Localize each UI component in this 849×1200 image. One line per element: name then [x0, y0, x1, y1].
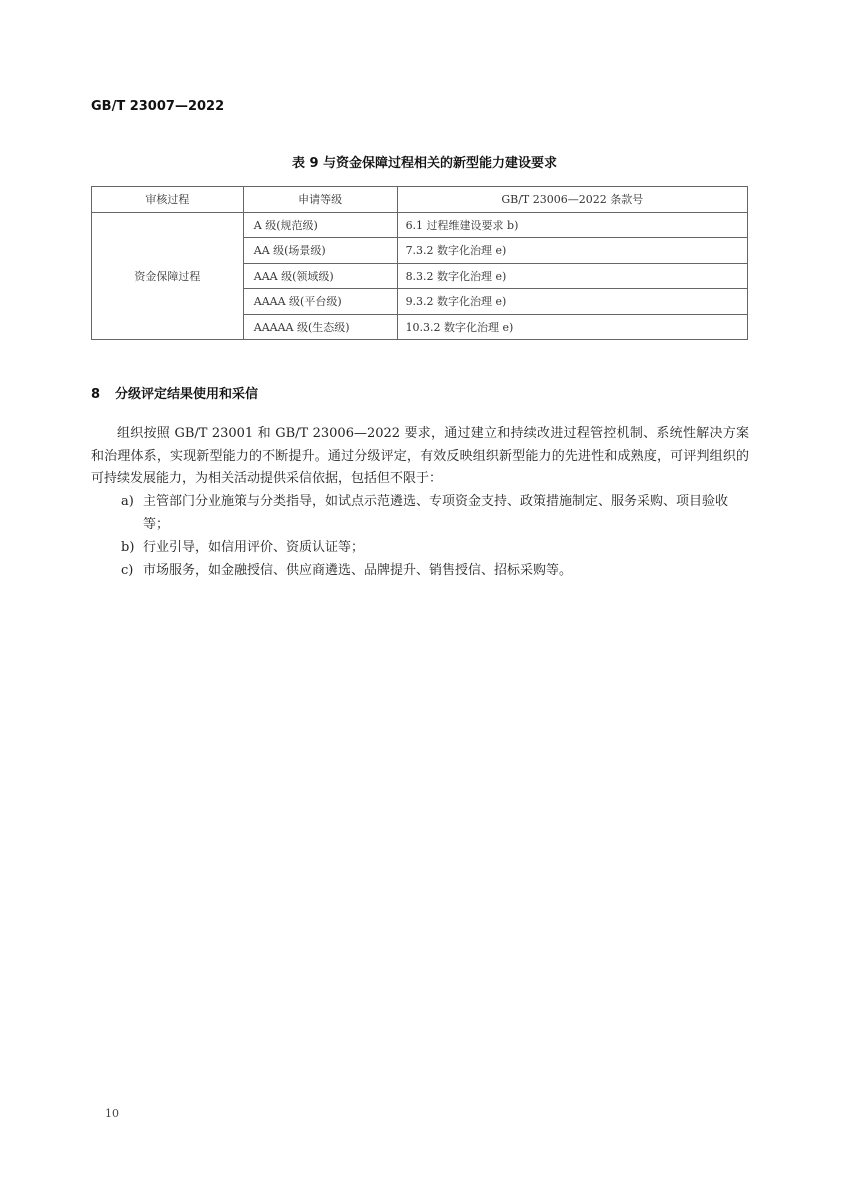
page-number: 10 [105, 1107, 119, 1120]
grade-cell: AAAAA 级(生态级) [243, 314, 397, 340]
section-heading [91, 383, 258, 402]
list-text: 主管部门分业施策与分类指导，如试点示范遴选、专项资金支持、政策措施制定、服务采购、项目验收等； [143, 494, 729, 532]
list-marker: b) [121, 540, 135, 555]
list-item [121, 560, 749, 583]
standard-id: GB/T 23007—2022 [91, 99, 225, 114]
column-header-process: 审核过程 [92, 187, 244, 213]
table-title: 表 9 与资金保障过程相关的新型能力建设要求 [291, 156, 558, 171]
section-title: 分级评定结果使用和采信 [115, 387, 259, 402]
grade-cell: AAA 级(领域级) [243, 263, 397, 289]
list-marker: c) [121, 563, 134, 578]
list-item [121, 491, 749, 536]
column-header-clause: GB/T 23006—2022 条款号 [397, 187, 747, 213]
clause-cell: 7.3.2 数字化治理 e) [397, 238, 747, 264]
list-text: 行业引导，如信用评价、资质认证等； [143, 540, 365, 555]
table-row [92, 212, 748, 238]
clause-cell: 8.3.2 数字化治理 e) [397, 263, 747, 289]
list-item [121, 537, 749, 560]
grade-cell: A 级(规范级) [243, 212, 397, 238]
grade-cell: AAAA 级(平台级) [243, 289, 397, 315]
table-header-row [92, 187, 748, 213]
clause-cell: 9.3.2 数字化治理 e) [397, 289, 747, 315]
column-header-grade: 申请等级 [243, 187, 397, 213]
section-number: 8 [91, 387, 101, 402]
requirements-table [91, 186, 748, 340]
section-paragraph: 组织按照 GB/T 23001 和 GB/T 23006—2022 要求，通过建立和持续改进过程管控机制、系统性解决方案和治理体系，实现新型能力的不断提升。通过分级评定，有效反映组织新型能力的先进性和成熟度，可评判组织的可持续发展能力，为相关活动提供采信依据，包括但不限于： [91, 426, 749, 486]
process-cell: 资金保障过程 [92, 212, 244, 340]
list-text: 市场服务，如金融授信、供应商遴选、品牌提升、销售授信、招标采购等。 [143, 563, 573, 578]
clause-cell: 10.3.2 数字化治理 e) [397, 314, 747, 340]
list-marker: a) [121, 494, 134, 509]
grade-cell: AA 级(场景级) [243, 238, 397, 264]
clause-cell: 6.1 过程维建设要求 b) [397, 212, 747, 238]
